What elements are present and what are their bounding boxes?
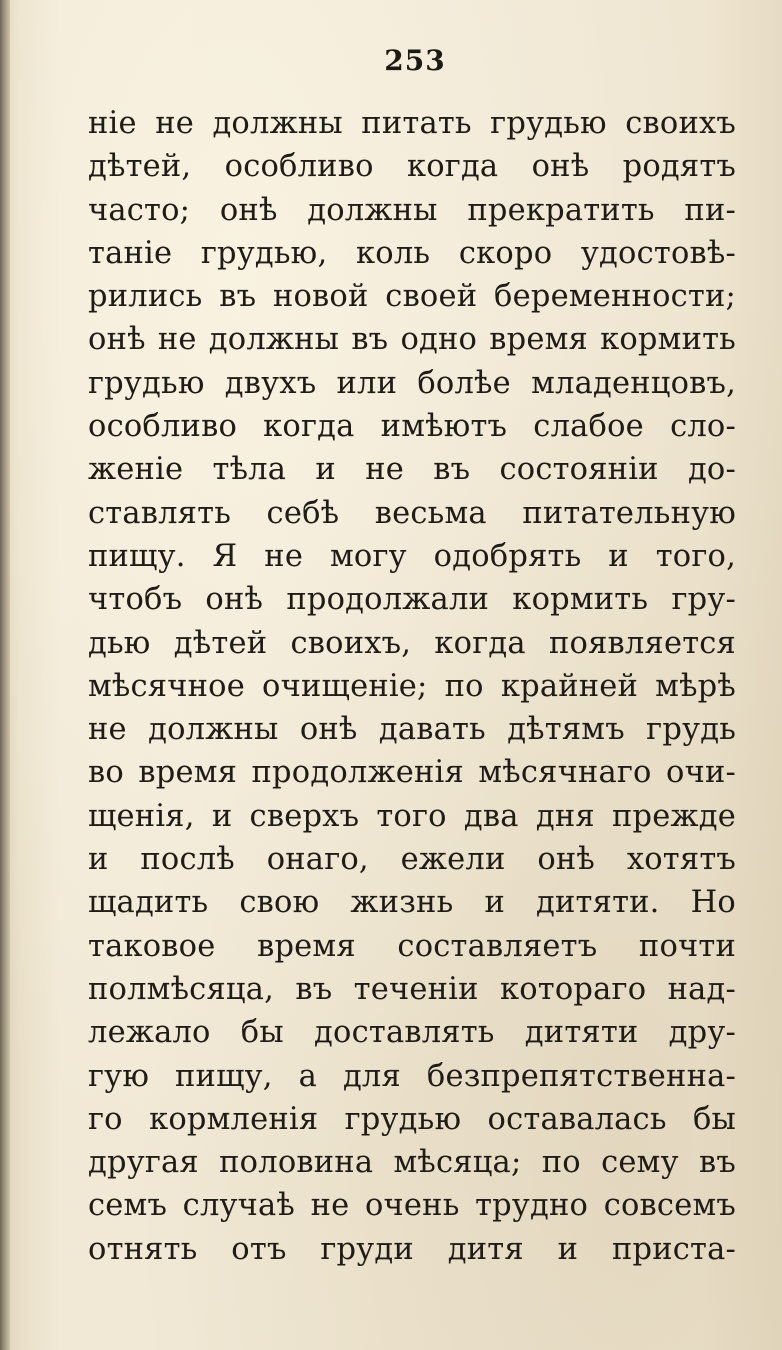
text-line: онѣ не должны въ одно время кормить bbox=[88, 322, 736, 358]
text-line: не должны онѣ давать дѣтямъ грудь bbox=[88, 712, 736, 748]
text-line: пищу. Я не могу одобрять и того, bbox=[88, 538, 736, 574]
text-line: и послѣ онаго, ежели онѣ хотятъ bbox=[88, 842, 736, 878]
text-line: особливо когда имѣютъ слабое сло- bbox=[88, 409, 736, 445]
text-line: отнять отъ груди дитя и приста- bbox=[88, 1231, 736, 1267]
text-line: семъ случаѣ не очень трудно совсемъ bbox=[88, 1188, 736, 1224]
body-text bbox=[88, 102, 736, 1271]
text-line: часто; онѣ должны прекратить пи- bbox=[88, 192, 736, 228]
text-line: ніе не должны питать грудью своихъ bbox=[88, 106, 736, 141]
text-line: мѣсячное очищеніе; по крайней мѣрѣ bbox=[88, 668, 736, 704]
text-line: гую пищу, а для безпрепятственна- bbox=[88, 1058, 736, 1094]
page-binding-edge bbox=[0, 0, 10, 1350]
text-line: полмѣсяца, въ теченіи котораго над- bbox=[88, 971, 736, 1007]
text-line: ставлять себѣ весьма питательную bbox=[88, 495, 736, 531]
text-line: дью дѣтей своихъ, когда появляется bbox=[88, 625, 736, 661]
text-line: лежало бы доставлять дитяти дру- bbox=[88, 1015, 736, 1051]
text-line: грудью двухъ или болѣе младенцовъ, bbox=[88, 365, 736, 401]
text-line: щадить свою жизнь и дитяти. Но bbox=[88, 885, 736, 921]
page-number: 253 bbox=[384, 44, 446, 77]
text-line: женіе тѣла и не въ состояніи до- bbox=[88, 452, 736, 488]
text-line: рились въ новой своей беременности; bbox=[88, 279, 736, 315]
text-line: таніе грудью, коль скоро удостовѣ- bbox=[88, 235, 736, 271]
text-line: щенія, и сверхъ того два дня прежде bbox=[88, 798, 736, 834]
text-line: таковое время составляетъ почти bbox=[88, 928, 736, 964]
text-line: дѣтей, особливо когда онѣ родятъ bbox=[88, 149, 736, 185]
text-line: го кормленія грудью оставалась бы bbox=[88, 1101, 736, 1137]
text-line: чтобъ онѣ продолжали кормить гру- bbox=[88, 582, 736, 618]
text-line: другая половина мѣсяца; по сему въ bbox=[88, 1145, 736, 1181]
text-line: во время продолженія мѣсячнаго очи- bbox=[88, 755, 736, 791]
